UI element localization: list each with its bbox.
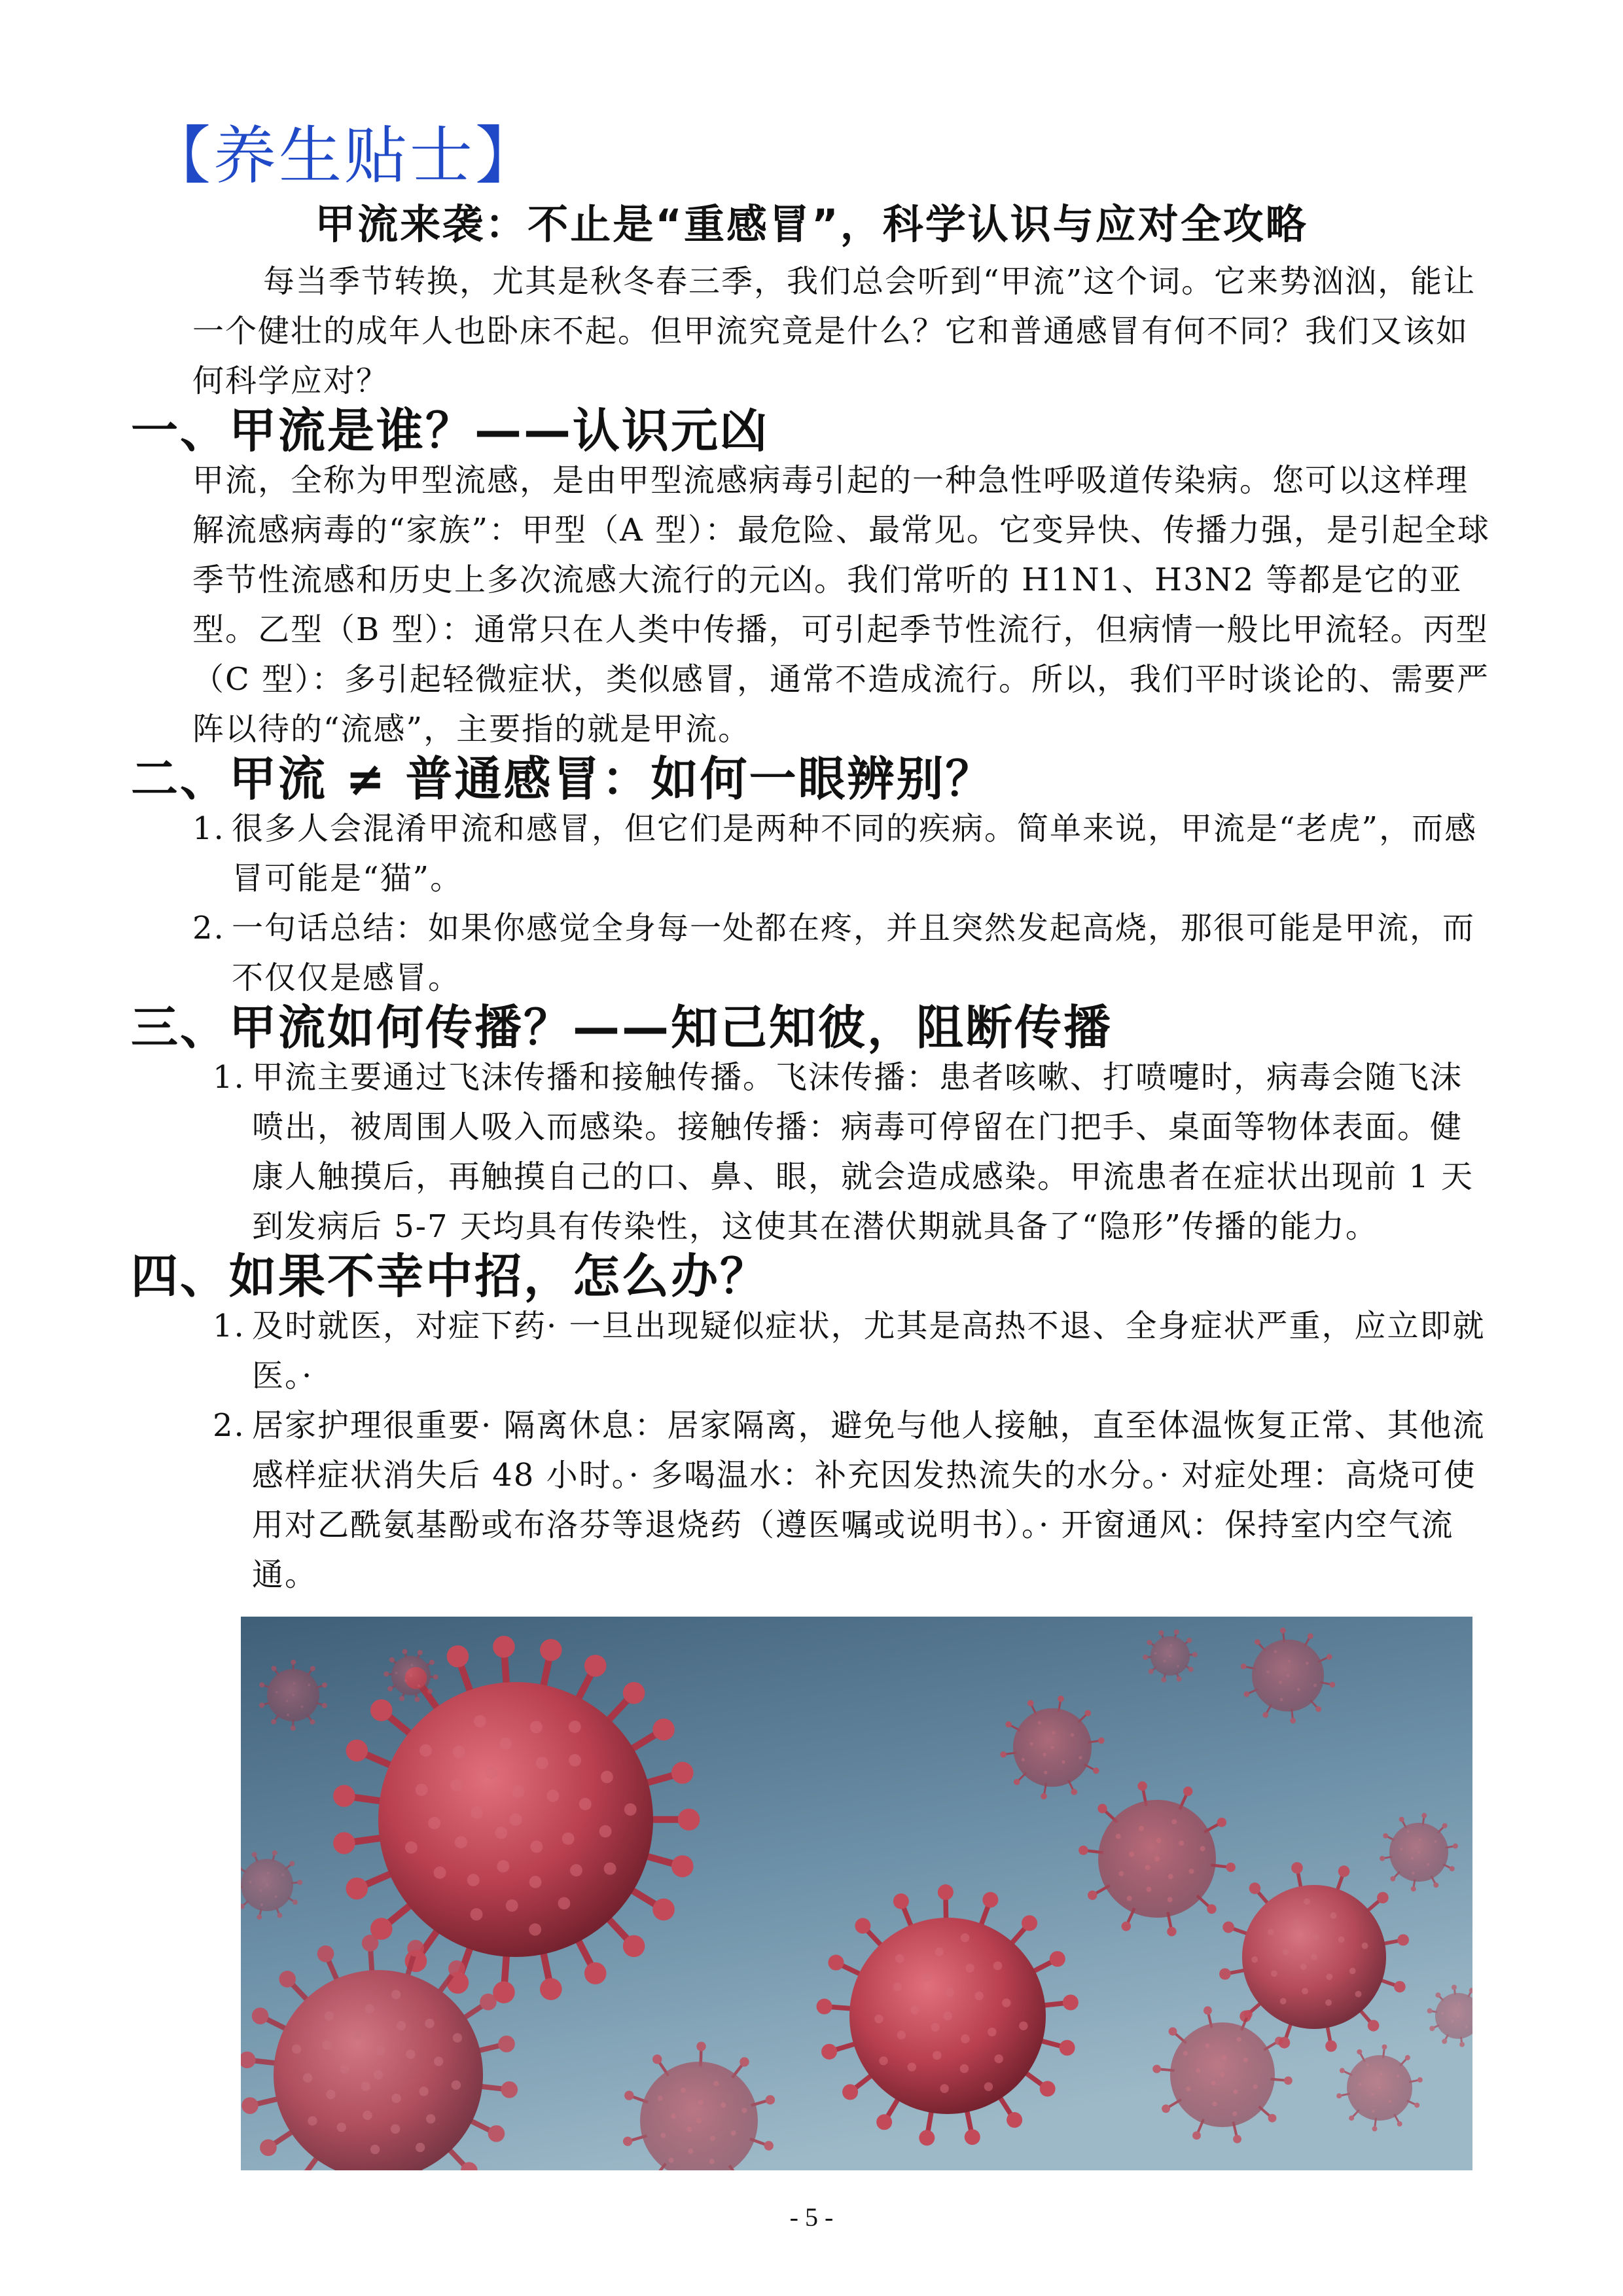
virus-illustration	[241, 1617, 1472, 2170]
list-item-text: 甲流主要通过飞沫传播和接触传播。飞沫传播：患者咳嗽、打喷嚏时，病毒会随飞沫喷出，被周围人吸入而感染。接触传播：病毒可停留在门把手、桌面等物体表面。健康人触摸后，再触摸自己的口、鼻、眼，就会造成感染。甲流患者在症状出现前 1 天到发病后 5-7 天均具有传染性，这使其在潜伏期就具备了“隐形”传播的能力。	[252, 1059, 1474, 1245]
list-item-number: 2.	[192, 910, 225, 946]
section-3-title: 三、甲流如何传播？——知己知彼，阻断传播	[131, 1000, 1113, 1055]
section-1-body: 甲流，全称为甲型流感，是由甲型流感病毒引起的一种急性呼吸道传染病。您可以这样理解流感病毒的“家族”：甲型（A 型）：最危险、最常见。它变异快、传播力强，是引起全球季节性流感和历史上多次流感大流行的元凶。我们常听的 H1N1、H3N2 等都是它的亚型。乙型（B 型）：通常只在人类中传播，可引起季节性流行，但病情一般比甲流轻。丙型（C 型）：多引起轻微症状，类似感冒，通常不造成流行。所以，我们平时谈论的、需要严阵以待的“流感”，主要指的就是甲流。	[192, 462, 1491, 747]
list-item-text: 及时就医，对症下药· 一旦出现疑似症状，尤其是高热不退、全身症状严重，应立即就医。·	[252, 1308, 1486, 1394]
page-heading: 【养生贴士】	[148, 119, 541, 192]
list-item-text: 居家护理很重要· 隔离休息：居家隔离，避免与他人接触，直至体温恢复正常、其他流感样症状消失后 48 小时。· 多喝温水：补充因发热流失的水分。· 对症处理：高烧可使用对乙酰氨基酚或布洛芬等退烧药（遵医嘱或说明书）。· 开窗通风：保持室内空气流通。	[252, 1407, 1486, 1593]
article-body	[131, 257, 1492, 1600]
virus-illustration-svg	[241, 1617, 1472, 2170]
list-item-text: 一句话总结：如果你感觉全身每一处都在疼，并且突然发起高烧，那很可能是甲流，而不仅仅是感冒。	[232, 910, 1476, 996]
section-1-title: 一、甲流是谁？——认识元凶	[131, 403, 770, 458]
list-item	[213, 1401, 1492, 1600]
list-item-number: 2.	[213, 1407, 245, 1444]
section-2-title: 二、甲流 ≠ 普通感冒：如何一眼辨别？	[131, 751, 995, 806]
list-item	[213, 1052, 1492, 1251]
list-item	[192, 903, 1492, 1003]
section-2-list	[131, 804, 1492, 1003]
list-item-number: 1.	[213, 1059, 245, 1096]
section-4-title: 四、如果不幸中招，怎么办？	[131, 1249, 770, 1304]
list-item	[213, 1301, 1492, 1401]
section-4-list	[131, 1301, 1492, 1600]
intro-paragraph: 每当季节转换，尤其是秋冬春三季，我们总会听到“甲流”这个词。它来势汹汹，能让一个健壮的成年人也卧床不起。但甲流究竟是什么？它和普通感冒有何不同？我们又该如何科学应对？	[192, 263, 1476, 399]
section-3-list	[131, 1052, 1492, 1251]
list-item-number: 1.	[213, 1308, 245, 1344]
list-item-number: 1.	[192, 810, 225, 847]
list-item	[192, 804, 1492, 903]
article-title: 甲流来袭：不止是“重感冒”，科学认识与应对全攻略	[315, 200, 1308, 248]
page-number: - 5 -	[789, 2202, 834, 2232]
list-item-text: 很多人会混淆甲流和感冒，但它们是两种不同的疾病。简单来说，甲流是“老虎”，而感冒可能是“猫”。	[232, 810, 1478, 897]
